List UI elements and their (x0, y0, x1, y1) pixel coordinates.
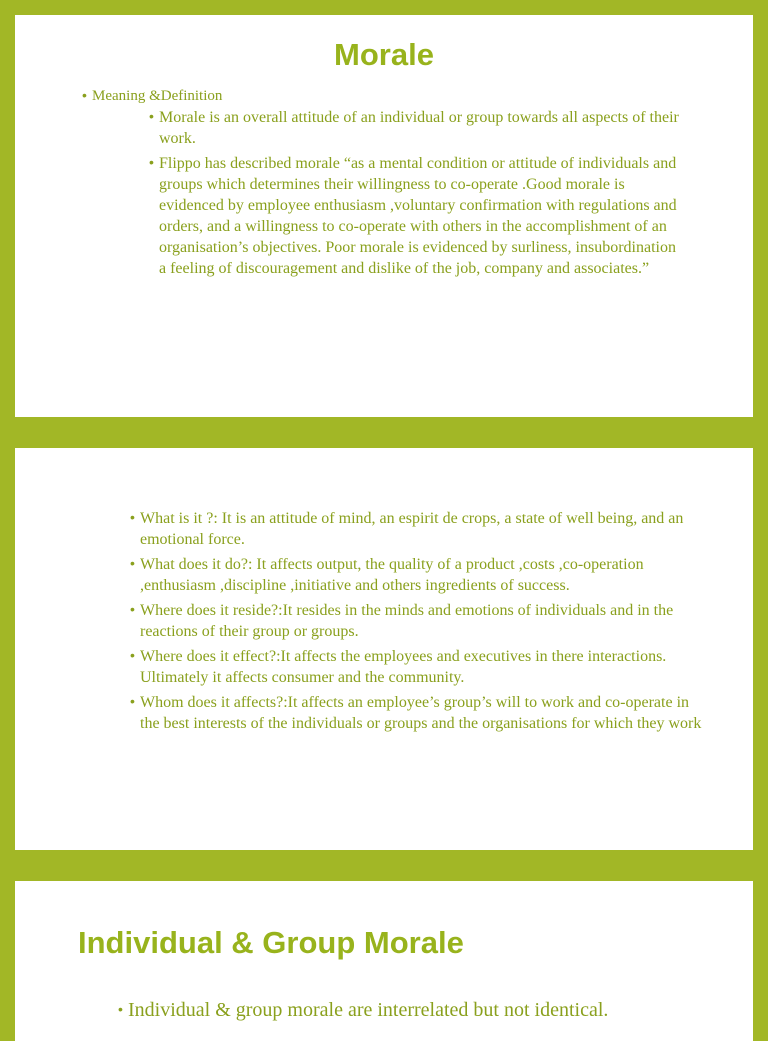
list-item: • Flippo has described morale “as a mental condition or attitude of individuals and groups which determines their willingness to co-operate .Good morale is evidenced by employee enthusiasm ,voluntary confirmation with regulations and orders, and a willingness to co-operate with others in the accomplishment of an organisation’s objectives. Poor morale is evidenced by surliness, insubordination a feeling of discouragement and dislike of the job, company and associates.” (149, 153, 679, 279)
bullet-list (130, 508, 710, 738)
slide-individual-group-morale (15, 881, 753, 1041)
slide-title: Individual & Group Morale (78, 925, 464, 960)
list-item: • Morale is an overall attitude of an individual or group towards all aspects of their work. (149, 107, 679, 149)
slide-title: Morale (334, 37, 434, 72)
list-item: • Where does it reside?:It resides in the minds and emotions of individuals and in the reactions of their group or groups. (130, 600, 710, 642)
sub-bullet-list (149, 107, 679, 283)
slide-morale (15, 15, 753, 417)
list-item: • Whom does it affects?:It affects an employee’s group’s will to work and co-operate in the best interests of the individuals or groups and the organisations for which they work (130, 692, 710, 734)
list-item: • What is it ?: It is an attitude of mind, an espirit de crops, a state of well being, and an emotional force. (130, 508, 710, 550)
bullet-list (118, 998, 738, 1022)
list-item: • Individual & group morale are interrelated but not identical. (118, 998, 738, 1022)
bullet-list (82, 87, 702, 105)
list-item: • What does it do?: It affects output, the quality of a product ,costs ,co-operation ,enthusiasm ,discipline ,initiative and others ingredients of success. (130, 554, 710, 596)
list-item: • Meaning &Definition (82, 87, 702, 105)
list-item: • Where does it effect?:It affects the employees and executives in there interactions. Ultimately it affects consumer and the community. (130, 646, 710, 688)
slide-morale-questions (15, 448, 753, 850)
